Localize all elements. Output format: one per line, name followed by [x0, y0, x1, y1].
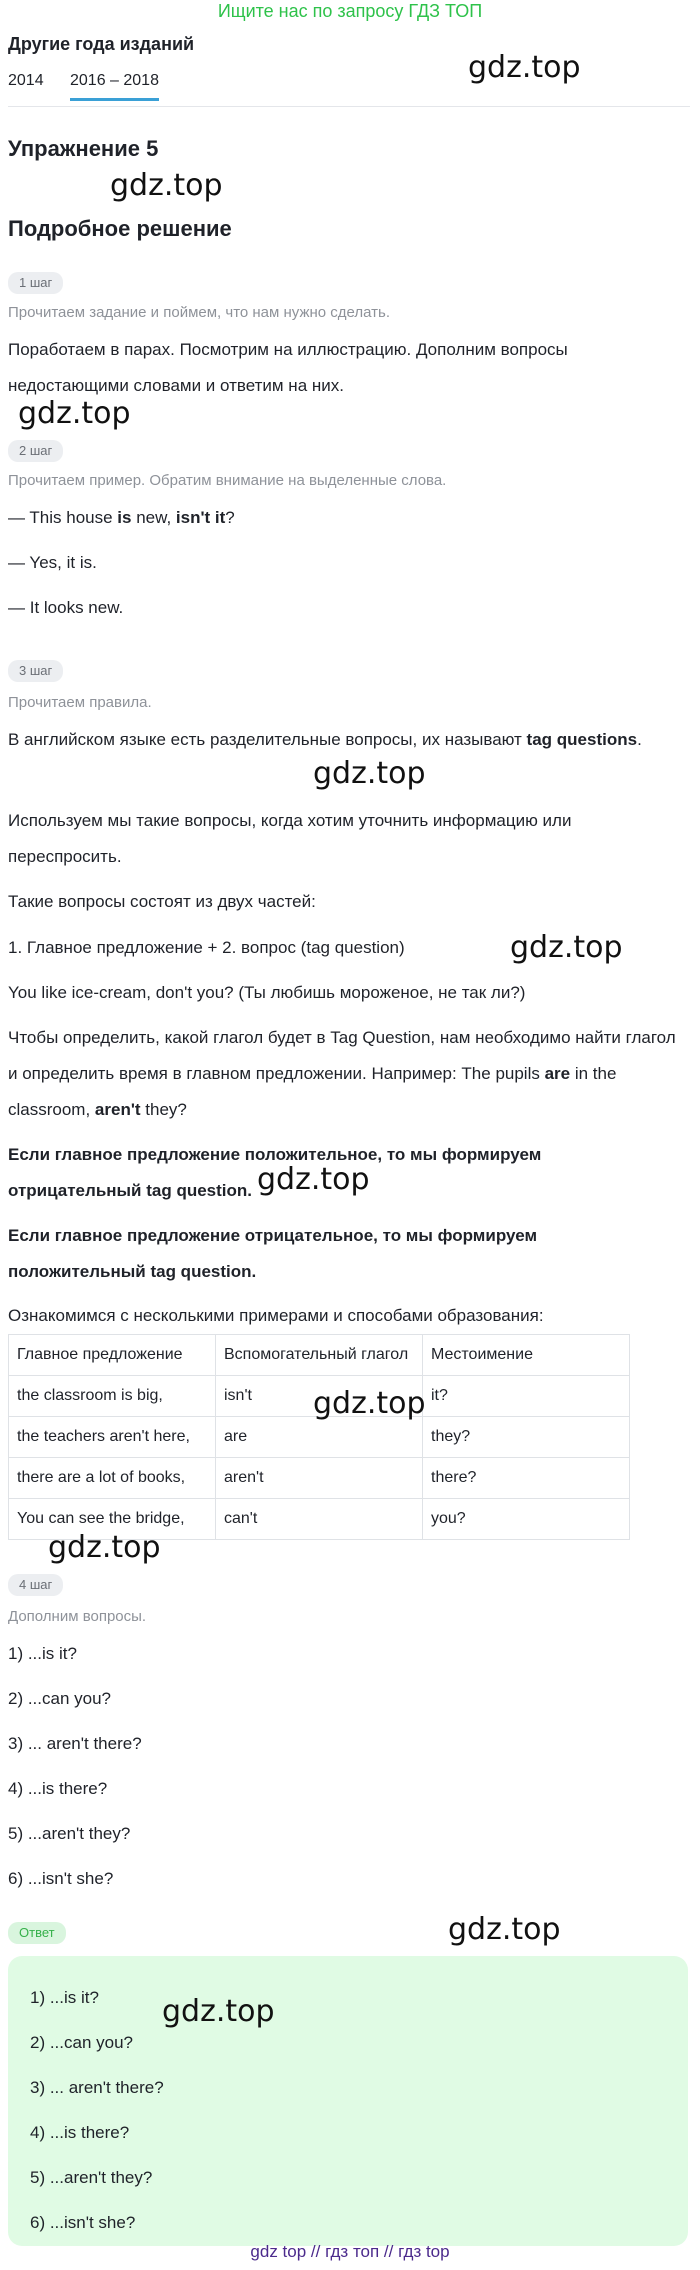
rule-paragraph: В английском языке есть разделительные вопросы, их называют tag questions.	[8, 730, 642, 749]
table-cell: you?	[423, 1499, 630, 1540]
exercise-title: Упражнение 5	[8, 136, 159, 161]
rule-paragraph: You like ice-cream, don't you? (Ты любишь мороженое, не так ли?)	[8, 983, 526, 1002]
table-cell: You can see the bridge,	[9, 1499, 216, 1540]
step-badge: 2 шаг	[8, 440, 63, 462]
rule-paragraph: Если главное предложение отрицательное, то мы формируем положительный tag question.	[8, 1226, 538, 1281]
step-hint: Прочитаем задание и поймем, что нам нужно сделать.	[8, 304, 391, 321]
rule-paragraph: Ознакомимся с несколькими примерами и способами образования:	[8, 1306, 544, 1325]
watermark: gdz.top	[110, 168, 223, 203]
table-cell: are	[216, 1417, 423, 1458]
list-item: 3) ... aren't there?	[8, 1734, 142, 1753]
watermark: gdz.top	[48, 1530, 161, 1565]
rule-paragraph: Используем мы такие вопросы, когда хотим уточнить информацию или переспросить.	[8, 811, 572, 866]
step-hint: Прочитаем пример. Обратим внимание на выделенные слова.	[8, 472, 447, 489]
example-line: — This house is new, isn't it?	[8, 508, 235, 527]
answer-badge: Ответ	[8, 1922, 66, 1944]
list-item: 2) ...can you?	[8, 1689, 112, 1708]
answer-item: 4) ...is there?	[30, 2123, 130, 2142]
watermark: gdz.top	[162, 1994, 275, 2029]
year-tab-2016-2018[interactable]: 2016 – 2018	[70, 72, 159, 101]
step-hint: Дополним вопросы.	[8, 1608, 147, 1625]
answer-item: 5) ...aren't they?	[30, 2168, 153, 2187]
list-item: 6) ...isn't she?	[8, 1869, 114, 1888]
table-cell: there?	[423, 1458, 630, 1499]
answer-item: 1) ...is it?	[30, 1988, 99, 2007]
step-badge: 1 шаг	[8, 272, 63, 294]
table-header-row	[9, 1335, 630, 1376]
rule-paragraph: 1. Главное предложение + 2. вопрос (tag question)	[8, 938, 405, 957]
answer-item: 2) ...can you?	[30, 2033, 134, 2052]
footer-links[interactable]: gdz top // гдз топ // гдз top	[250, 2242, 450, 2261]
rule-paragraph: Если главное предложение положительное, то мы формируем отрицательный tag question.	[8, 1145, 542, 1200]
table-header-cell: Местоимение	[423, 1335, 630, 1376]
table-cell: the teachers aren't here,	[9, 1417, 216, 1458]
table-cell: isn't	[216, 1376, 423, 1417]
step-badge: 4 шаг	[8, 1574, 63, 1596]
table-header-cell: Вспомогательный глагол	[216, 1335, 423, 1376]
divider	[8, 106, 690, 107]
watermark: gdz.top	[257, 1162, 370, 1197]
other-years-title: Другие года изданий	[8, 34, 195, 54]
watermark: gdz.top	[313, 756, 426, 791]
watermark: gdz.top	[18, 396, 131, 431]
table-cell: the classroom is big,	[9, 1376, 216, 1417]
table-header-cell: Главное предложение	[9, 1335, 216, 1376]
year-tab-2014[interactable]: 2014	[8, 72, 44, 89]
watermark: gdz.top	[448, 1912, 561, 1947]
table-cell: aren't	[216, 1458, 423, 1499]
table-cell: it?	[423, 1376, 630, 1417]
step-text: Поработаем в парах. Посмотрим на иллюстрацию. Дополним вопросы недостающими словами и ответим на них.	[8, 340, 568, 395]
list-item: 4) ...is there?	[8, 1779, 108, 1798]
search-banner: Ищите нас по запросу ГДЗ ТОП	[217, 1, 483, 21]
table-cell: there are a lot of books,	[9, 1458, 216, 1499]
answer-box	[8, 1956, 688, 2246]
list-item: 1) ...is it?	[8, 1644, 77, 1663]
table-cell: they?	[423, 1417, 630, 1458]
rule-paragraph: Такие вопросы состоят из двух частей:	[8, 892, 316, 911]
example-line: — It looks new.	[8, 598, 124, 617]
step-hint: Прочитаем правила.	[8, 694, 152, 711]
table-row	[9, 1417, 630, 1458]
watermark: gdz.top	[468, 50, 581, 85]
solution-title: Подробное решение	[8, 216, 232, 241]
watermark: gdz.top	[313, 1386, 426, 1421]
example-line: — Yes, it is.	[8, 553, 97, 572]
watermark: gdz.top	[510, 930, 623, 965]
examples-table	[8, 1334, 630, 1540]
list-item: 5) ...aren't they?	[8, 1824, 131, 1843]
answer-item: 6) ...isn't she?	[30, 2213, 136, 2232]
step-badge: 3 шаг	[8, 660, 63, 682]
table-cell: can't	[216, 1499, 423, 1540]
rule-paragraph: Чтобы определить, какой глагол будет в Tag Question, нам необходимо найти глагол и определить время в главном предложении. Например: The pupils are in the classroom, aren't they?	[8, 1028, 676, 1119]
table-row	[9, 1458, 630, 1499]
answer-item: 3) ... aren't there?	[30, 2078, 164, 2097]
